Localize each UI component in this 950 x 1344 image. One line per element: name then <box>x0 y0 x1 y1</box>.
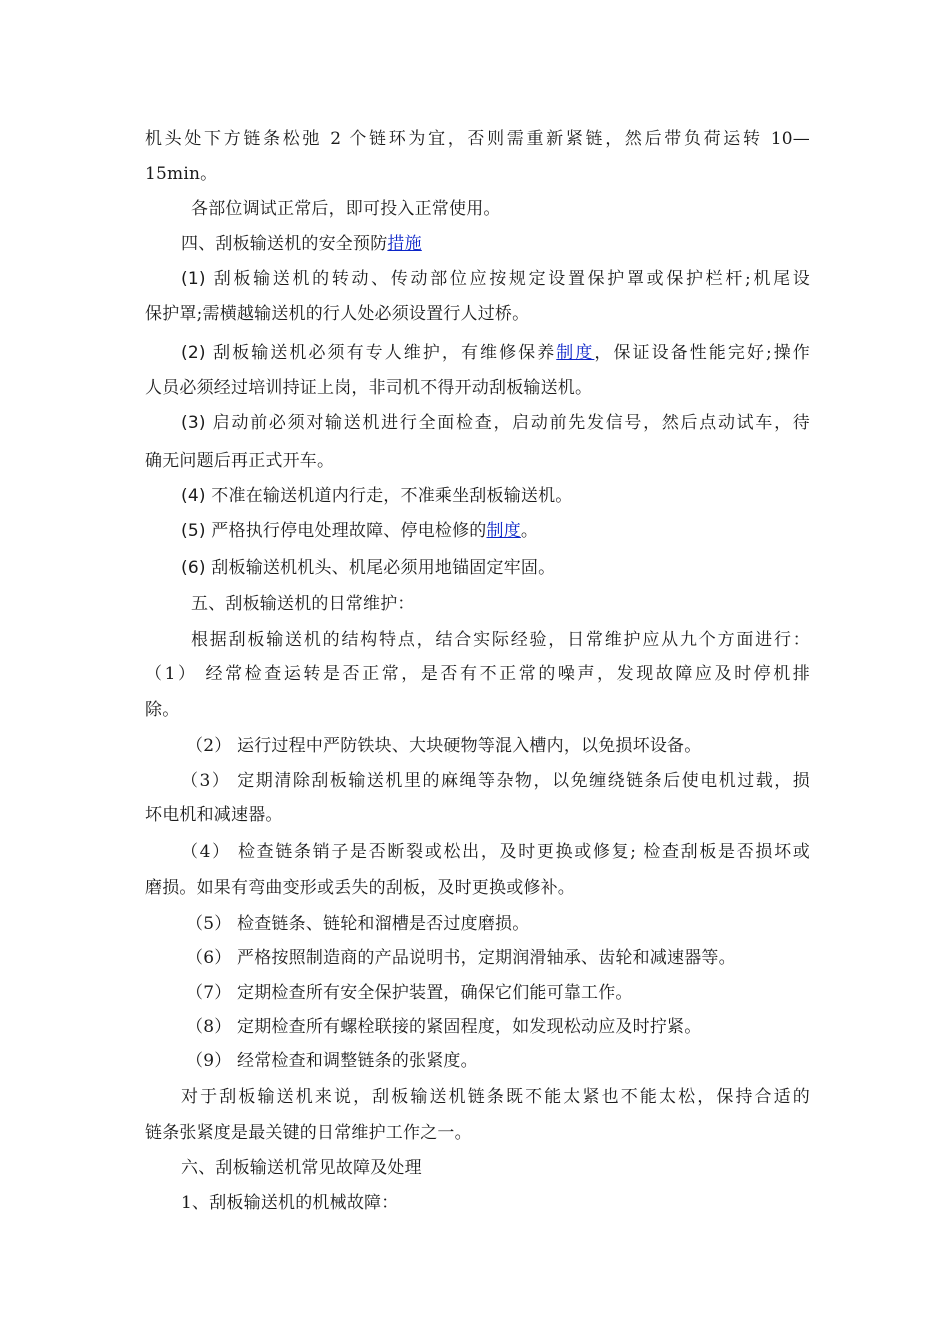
safety-item-1-line-2: 保护罩;需横越输送机的行人处必须设置行人过桥。 <box>145 304 530 324</box>
safety-item-5-number: (5) <box>181 521 206 541</box>
subsection-heading-6-1: 1、刮板输送机的机械故障： <box>181 1193 399 1213</box>
safety-item-3-line-1 <box>181 411 810 435</box>
link-system-1[interactable]: 制度 <box>556 343 595 363</box>
section-heading-4-text: 四、刮板输送机的安全预防 <box>181 234 388 254</box>
safety-item-6-number: (6) <box>181 558 206 578</box>
safety-item-3-text: 启动前必须对输送机进行全面检查，启动前先发信号，然后点动试车，待 <box>205 413 810 433</box>
safety-item-6-text: 刮板输送机机头、机尾必须用地锚固定牢固。 <box>205 558 556 578</box>
maintenance-item-4-line-1: （4） 检查链条销子是否断裂或松出，及时更换或修复; 检查刮板是否损坏或 <box>181 842 810 862</box>
safety-item-6 <box>181 556 810 580</box>
safety-item-4-number: (4) <box>181 486 206 506</box>
safety-item-1-text: 刮板输送机的转动、传动部位应按规定设置保护罩或保护栏杆;机尾设 <box>205 269 810 289</box>
maintenance-item-5: （5） 检查链条、链轮和溜槽是否过度磨损。 <box>186 914 530 934</box>
safety-item-2-text-b: ，保证设备性能完好;操作 <box>594 343 810 363</box>
paragraph-chain-slack-line-1: 机头处下方链条松弛 2 个链环为宜，否则需重新紧链，然后带负荷运转 10— <box>145 129 810 149</box>
summary-line-1: 对于刮板输送机来说，刮板输送机链条既不能太紧也不能太松，保持合适的 <box>181 1087 810 1107</box>
safety-item-4-text: 不准在输送机道内行走，不准乘坐刮板输送机。 <box>205 486 573 506</box>
safety-item-4 <box>181 484 810 508</box>
safety-item-5 <box>181 519 810 543</box>
maintenance-item-6: （6） 严格按照制造商的产品说明书，定期润滑轴承、齿轮和减速器等。 <box>186 948 736 968</box>
safety-item-2-line-1 <box>181 341 810 365</box>
safety-item-3-line-2: 确无问题后再正式开车。 <box>145 451 335 471</box>
safety-item-2-number: (2) <box>181 343 206 363</box>
safety-item-1-number: (1) <box>181 269 206 289</box>
safety-item-5-tail: 。 <box>520 521 539 541</box>
paragraph-commissioning: 各部位调试正常后，即可投入正常使用。 <box>191 199 501 219</box>
section-heading-5: 五、刮板输送机的日常维护： <box>191 594 415 614</box>
maintenance-item-2: （2） 运行过程中严防铁块、大块硬物等混入槽内，以免损坏设备。 <box>186 736 702 756</box>
maintenance-item-3-line-2: 坏电机和减速器。 <box>145 805 283 825</box>
maintenance-item-3-line-1: （3） 定期清除刮板输送机里的麻绳等杂物，以免缠绕链条后使电机过载，损 <box>181 771 810 791</box>
link-measures[interactable]: 措施 <box>387 234 422 254</box>
safety-item-2-line-2: 人员必须经过培训持证上岗，非司机不得开动刮板输送机。 <box>145 378 593 398</box>
maintenance-item-4-line-2: 磨损。如果有弯曲变形或丢失的刮板，及时更换或修补。 <box>145 878 575 898</box>
maintenance-item-1-line-2: 除。 <box>145 700 180 720</box>
maintenance-item-9: （9） 经常检查和调整链条的张紧度。 <box>186 1051 478 1071</box>
section-heading-4 <box>181 232 810 256</box>
safety-item-3-number: (3) <box>181 413 206 433</box>
section-heading-6: 六、刮板输送机常见故障及处理 <box>181 1158 422 1178</box>
maintenance-intro: 根据刮板输送机的结构特点，结合实际经验，日常维护应从九个方面进行： <box>191 630 810 650</box>
safety-item-2-text-a: 刮板输送机必须有专人维护，有维修保养 <box>205 343 557 363</box>
paragraph-chain-slack-line-2: 15min。 <box>145 164 218 184</box>
summary-line-2: 链条张紧度是最关键的日常维护工作之一。 <box>145 1123 472 1143</box>
maintenance-item-1-line-1: （1） 经常检查运转是否正常，是否有不正常的噪声，发现故障应及时停机排 <box>145 664 810 684</box>
maintenance-item-7: （7） 定期检查所有安全保护装置，确保它们能可靠工作。 <box>186 983 633 1003</box>
safety-item-1-line-1 <box>181 267 810 291</box>
link-system-2[interactable]: 制度 <box>486 521 521 541</box>
maintenance-item-8: （8） 定期检查所有螺栓联接的紧固程度，如发现松动应及时拧紧。 <box>186 1017 702 1037</box>
safety-item-5-text: 严格执行停电处理故障、停电检修的 <box>205 521 487 541</box>
